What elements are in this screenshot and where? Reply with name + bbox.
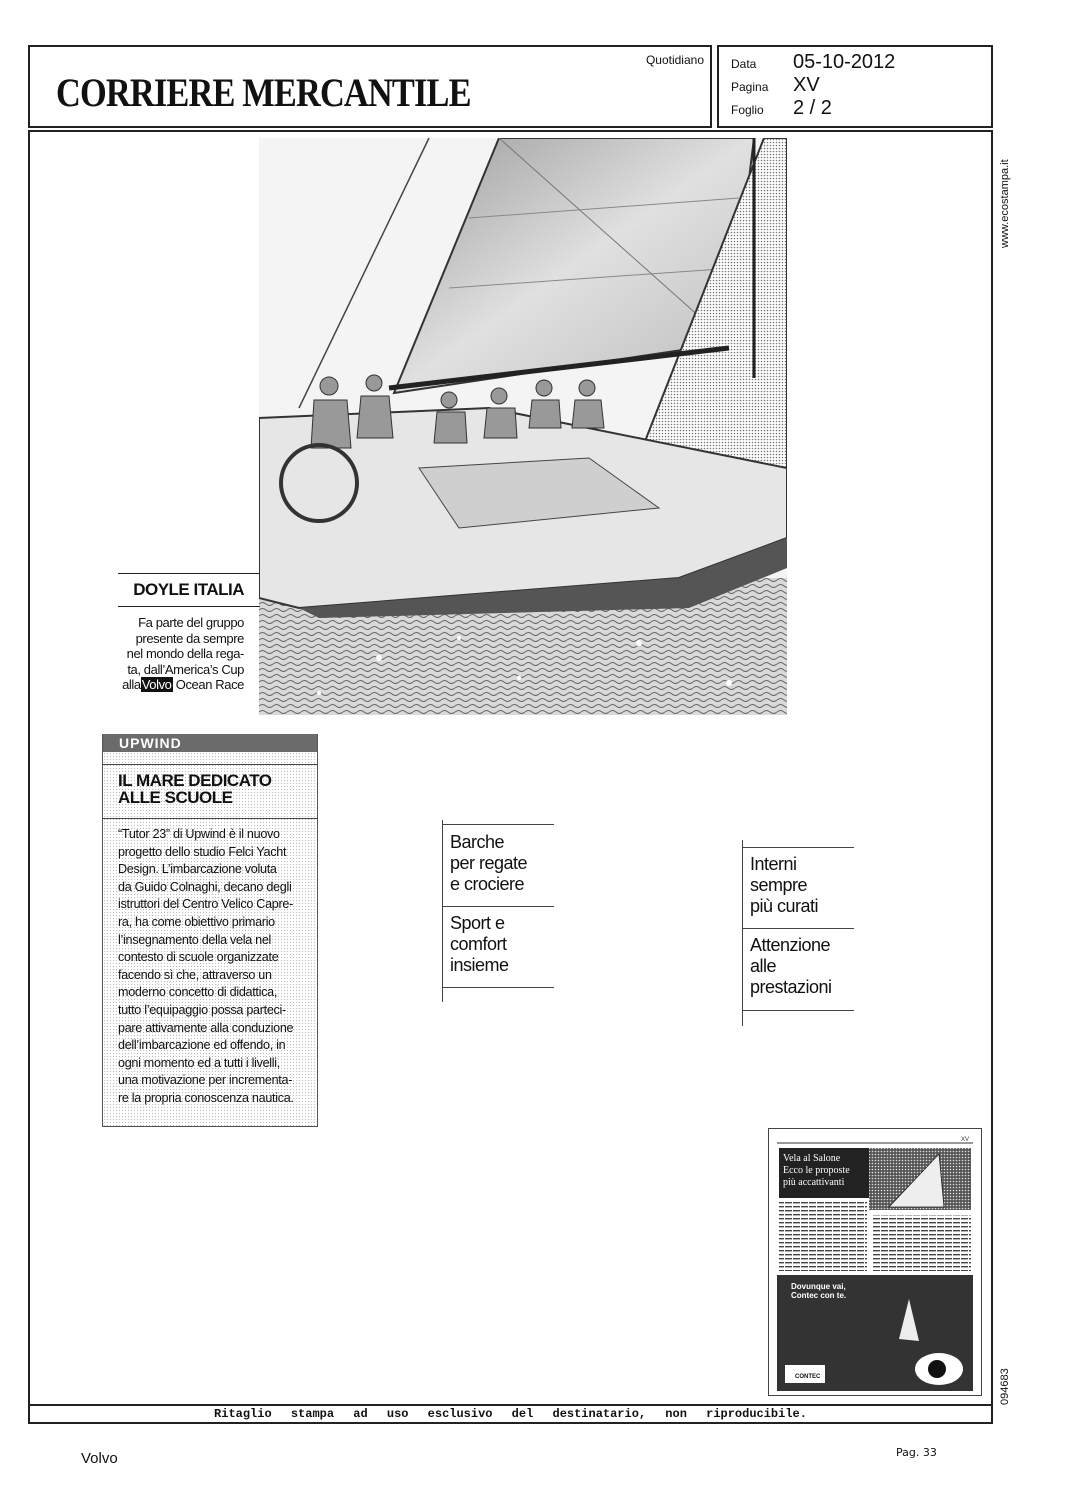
- caption-line: presente da sempre: [135, 630, 244, 646]
- thumb-headline-line: più accattivanti: [783, 1177, 845, 1188]
- subheading-line: Attenzione: [750, 935, 831, 955]
- box-body: [118, 826, 310, 1108]
- masthead-title: CORRIERE MERCANTILE: [56, 70, 471, 115]
- publication-type: Quotidiano: [645, 53, 704, 67]
- keyword-highlight: Volvo: [141, 677, 172, 692]
- body-line: da Guido Colnaghi, decano degli: [118, 879, 292, 894]
- thumb-ad-line: Dovunque vai,: [791, 1282, 846, 1291]
- subheading-line: Sport e: [450, 913, 505, 933]
- subheading-item: [450, 832, 527, 895]
- meta-value: 05-10-2012: [793, 51, 896, 73]
- subheading-line: insieme: [450, 955, 509, 975]
- body-line: moderno concetto di didattica,: [118, 985, 278, 1000]
- body-line: facendo sì che, attraverso un: [118, 967, 272, 982]
- vertical-rule: [442, 820, 443, 1002]
- vertical-rule: [742, 840, 743, 1026]
- subheading-item: [750, 854, 818, 917]
- subheading-line: alle: [750, 956, 777, 976]
- subheadings-left: [442, 820, 554, 1002]
- subheading-line: comfort: [450, 934, 507, 954]
- caption-line-pre: alla: [122, 677, 141, 692]
- caption-top-rule: [118, 573, 260, 574]
- caption-title-rule: [118, 606, 260, 607]
- code-vertical-text: 094683: [999, 1368, 1011, 1405]
- thumbnail-illustration: [769, 1129, 981, 1395]
- body-line: “Tutor 23” di Upwind è il nuovo: [118, 827, 280, 841]
- footer-disclaimer: Ritaglio stampa ad uso esclusivo del destinatario, non riproducibile.: [28, 1404, 993, 1424]
- body-line: ogni momento ed a tutti i livelli,: [118, 1055, 280, 1070]
- body-line: progetto dello studio Felci Yacht: [118, 844, 287, 859]
- meta-value: XV: [793, 74, 820, 96]
- upwind-box: [102, 734, 318, 1127]
- meta-label: Data: [731, 57, 757, 71]
- thumb-ad-brand: CONTEC: [795, 1374, 821, 1380]
- body-line: istruttori del Centro Velico Capre-: [118, 897, 293, 912]
- horizontal-rule: [742, 847, 854, 848]
- meta-label: Foglio: [731, 103, 764, 117]
- sailboat-illustration: [259, 138, 787, 715]
- body-line: contesto di scuole organizzate: [118, 950, 279, 965]
- header-masthead-box: [28, 45, 712, 128]
- subheadings-right: [742, 840, 854, 1026]
- subheading-item: [450, 913, 509, 976]
- box-title-line: ALLE SCUOLE: [118, 788, 233, 807]
- horizontal-rule: [742, 928, 854, 929]
- keyword-label: Volvo: [81, 1450, 118, 1467]
- page-thumbnail: [768, 1128, 982, 1396]
- subheading-line: per regate: [450, 853, 528, 873]
- horizontal-rule: [442, 906, 554, 907]
- body-line: pare attivamente alla conduzione: [118, 1020, 294, 1035]
- caption-text: [118, 615, 244, 693]
- meta-value: 2 / 2: [793, 97, 832, 119]
- meta-row-date: [731, 51, 895, 74]
- caption-line: Fa parte del gruppo: [138, 615, 244, 630]
- box-rule-bottom: [103, 818, 317, 819]
- subheading-line: Interni: [750, 854, 797, 874]
- subheading-item: [750, 935, 832, 998]
- thumb-headline-line: Ecco le proposte: [783, 1165, 850, 1176]
- box-title: [118, 772, 308, 806]
- caption-line-post: Ocean Race: [175, 677, 244, 692]
- body-line: l’insegnamento della vela nel: [118, 932, 272, 947]
- body-line: ra, ha come obiettivo primario: [118, 914, 275, 929]
- caption-line: ta, dall’America’s Cup: [127, 661, 244, 677]
- section-tag: UPWIND: [103, 734, 317, 752]
- body-line: tutto l’equipaggio possa parteci-: [118, 1002, 286, 1017]
- box-title-line: IL MARE DEDICATO: [118, 771, 272, 790]
- caption-line: nel mondo della rega-: [126, 646, 244, 661]
- subheading-line: prestazioni: [750, 977, 832, 997]
- subheading-line: più curati: [750, 896, 819, 916]
- meta-row-page: [731, 74, 820, 97]
- horizontal-rule: [442, 824, 554, 825]
- website-vertical-text: www.ecostampa.it: [999, 159, 1011, 248]
- doyle-caption: [118, 573, 260, 693]
- body-line: Design. L’imbarcazione voluta: [118, 862, 277, 877]
- box-rule-top: [103, 764, 317, 765]
- meta-row-sheet: [731, 97, 832, 120]
- horizontal-rule: [742, 1010, 854, 1011]
- body-line: re la propria conoscenza nautica.: [118, 1090, 294, 1105]
- subheading-line: e crociere: [450, 874, 525, 894]
- thumb-ad-line: Contec con te.: [791, 1291, 847, 1300]
- page-number: Pag. 33: [896, 1446, 937, 1459]
- subheading-line: sempre: [750, 875, 808, 895]
- body-line: una motivazione per incrementa-: [118, 1073, 293, 1088]
- body-line: dell’imbarcazione ed offendo, in: [118, 1038, 286, 1053]
- header-meta-box: [717, 45, 993, 128]
- subheading-line: Barche: [450, 832, 505, 852]
- thumb-headline-line: Vela al Salone: [783, 1153, 841, 1164]
- horizontal-rule: [442, 987, 554, 988]
- caption-title: DOYLE ITALIA: [133, 580, 244, 599]
- meta-label: Pagina: [731, 80, 769, 94]
- thumb-page-number: XV: [961, 1137, 970, 1143]
- sailboat-photo: [259, 138, 787, 715]
